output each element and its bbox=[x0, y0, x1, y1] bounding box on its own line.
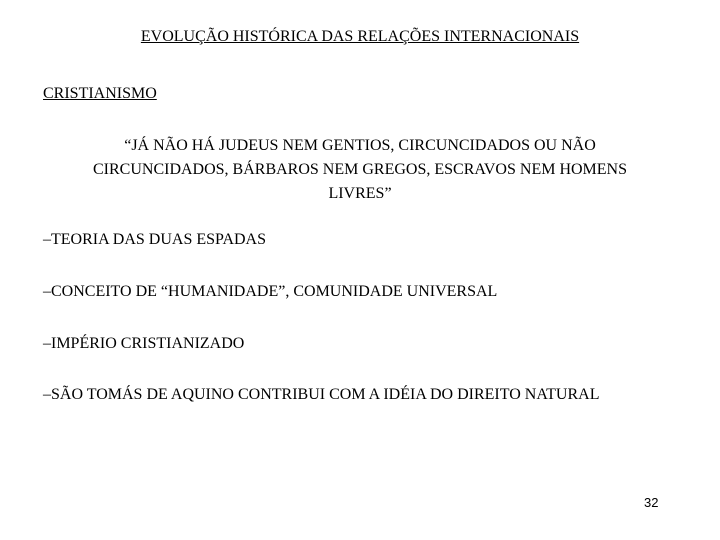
page-number: 32 bbox=[644, 495, 659, 510]
quote-line: “JÁ NÃO HÁ JUDEUS NEM GENTIOS, CIRCUNCIDADOS OU NÃO bbox=[124, 137, 596, 154]
bullet-item: –IMPÉRIO CRISTIANIZADO bbox=[43, 335, 245, 352]
quote-line: LIVRES” bbox=[328, 185, 392, 202]
quote-line: CIRCUNCIDADOS, BÁRBAROS NEM GREGOS, ESCRAVOS NEM HOMENS bbox=[92, 161, 627, 178]
bullet-item: –SÃO TOMÁS DE AQUINO CONTRIBUI COM A IDÉIA DO DIREITO NATURAL bbox=[43, 386, 600, 403]
section-heading: CRISTIANISMO bbox=[43, 85, 157, 102]
slide-title: EVOLUÇÃO HISTÓRICA DAS RELAÇÕES INTERNACIONAIS bbox=[140, 28, 580, 45]
quote-block bbox=[40, 134, 680, 206]
bullet-item: –TEORIA DAS DUAS ESPADAS bbox=[43, 231, 267, 248]
bullet-item: –CONCEITO DE “HUMANIDADE”, COMUNIDADE UNIVERSAL bbox=[43, 283, 498, 300]
